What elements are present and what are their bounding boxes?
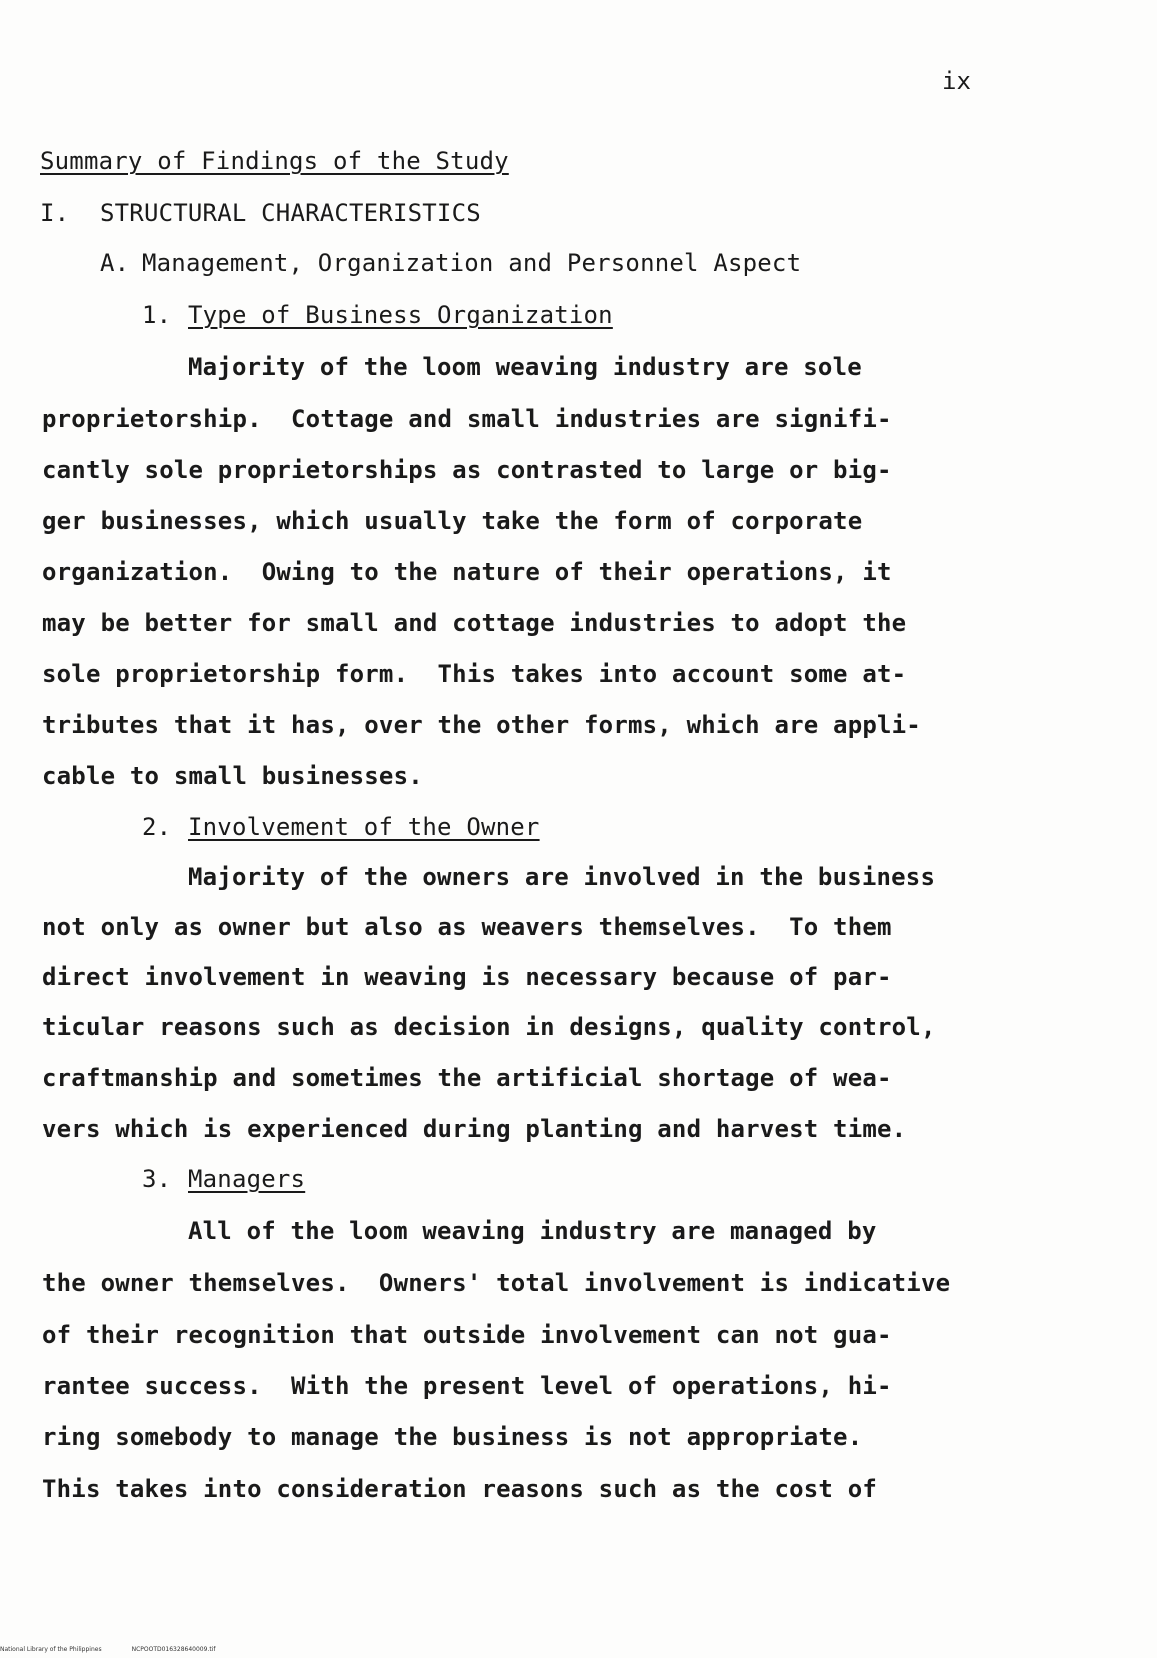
paragraph-line: direct involvement in weaving is necessary because of par- (42, 963, 892, 991)
footer-code: NCPOOTD016328640009.tif (131, 1646, 216, 1653)
item-number: 1. (142, 301, 172, 329)
paragraph-line: may be better for small and cottage industries to adopt the (42, 609, 907, 637)
paragraph-line: Majority of the owners are involved in the business (188, 863, 936, 891)
paragraph-line: This takes into consideration reasons such as the cost of (42, 1475, 878, 1503)
subsection-heading: Management, Organization and Personnel Aspect (142, 249, 802, 277)
paragraph-line: All of the loom weaving industry are managed by (188, 1217, 877, 1245)
paragraph-line: sole proprietorship form. This takes into account some at- (42, 660, 907, 688)
item-heading: Involvement of the Owner (188, 813, 540, 841)
section-heading: STRUCTURAL CHARACTERISTICS (100, 199, 481, 227)
subsection-letter: A. (100, 249, 130, 277)
paragraph-line: the owner themselves. Owners' total involvement is indicative (42, 1269, 951, 1297)
paragraph-line: Majority of the loom weaving industry are sole (188, 353, 862, 381)
paragraph-line: ger businesses, which usually take the form of corporate (42, 507, 863, 535)
item-heading: Type of Business Organization (188, 301, 613, 329)
paragraph-line: vers which is experienced during planting and harvest time. (42, 1115, 907, 1143)
scan-footer (0, 1646, 215, 1654)
item-number: 3. (142, 1165, 172, 1193)
paragraph-line: craftmanship and sometimes the artificial shortage of wea- (42, 1064, 892, 1092)
paragraph-line: not only as owner but also as weavers themselves. To them (42, 913, 892, 941)
paragraph-line: organization. Owing to the nature of their operations, it (42, 558, 892, 586)
paragraph-line: cable to small businesses. (42, 762, 423, 790)
paragraph-line: rantee success. With the present level of operations, hi- (42, 1372, 892, 1400)
paragraph-line: proprietorship. Cottage and small industries are signifi- (42, 405, 892, 433)
document-title: Summary of Findings of the Study (40, 147, 509, 175)
paragraph-line: cantly sole proprietorships as contrasted to large or big- (42, 456, 892, 484)
paragraph-line: ring somebody to manage the business is not appropriate. (42, 1423, 863, 1451)
item-heading: Managers (188, 1165, 306, 1193)
section-numeral: I. (40, 199, 70, 227)
footer-library: National Library of the Philippines (0, 1646, 102, 1653)
item-number: 2. (142, 813, 172, 841)
paragraph-line: tributes that it has, over the other forms, which are appli- (42, 711, 921, 739)
paragraph-line: of their recognition that outside involvement can not gua- (42, 1321, 892, 1349)
page-number: ix (942, 67, 971, 95)
paragraph-line: ticular reasons such as decision in designs, quality control, (42, 1013, 936, 1041)
